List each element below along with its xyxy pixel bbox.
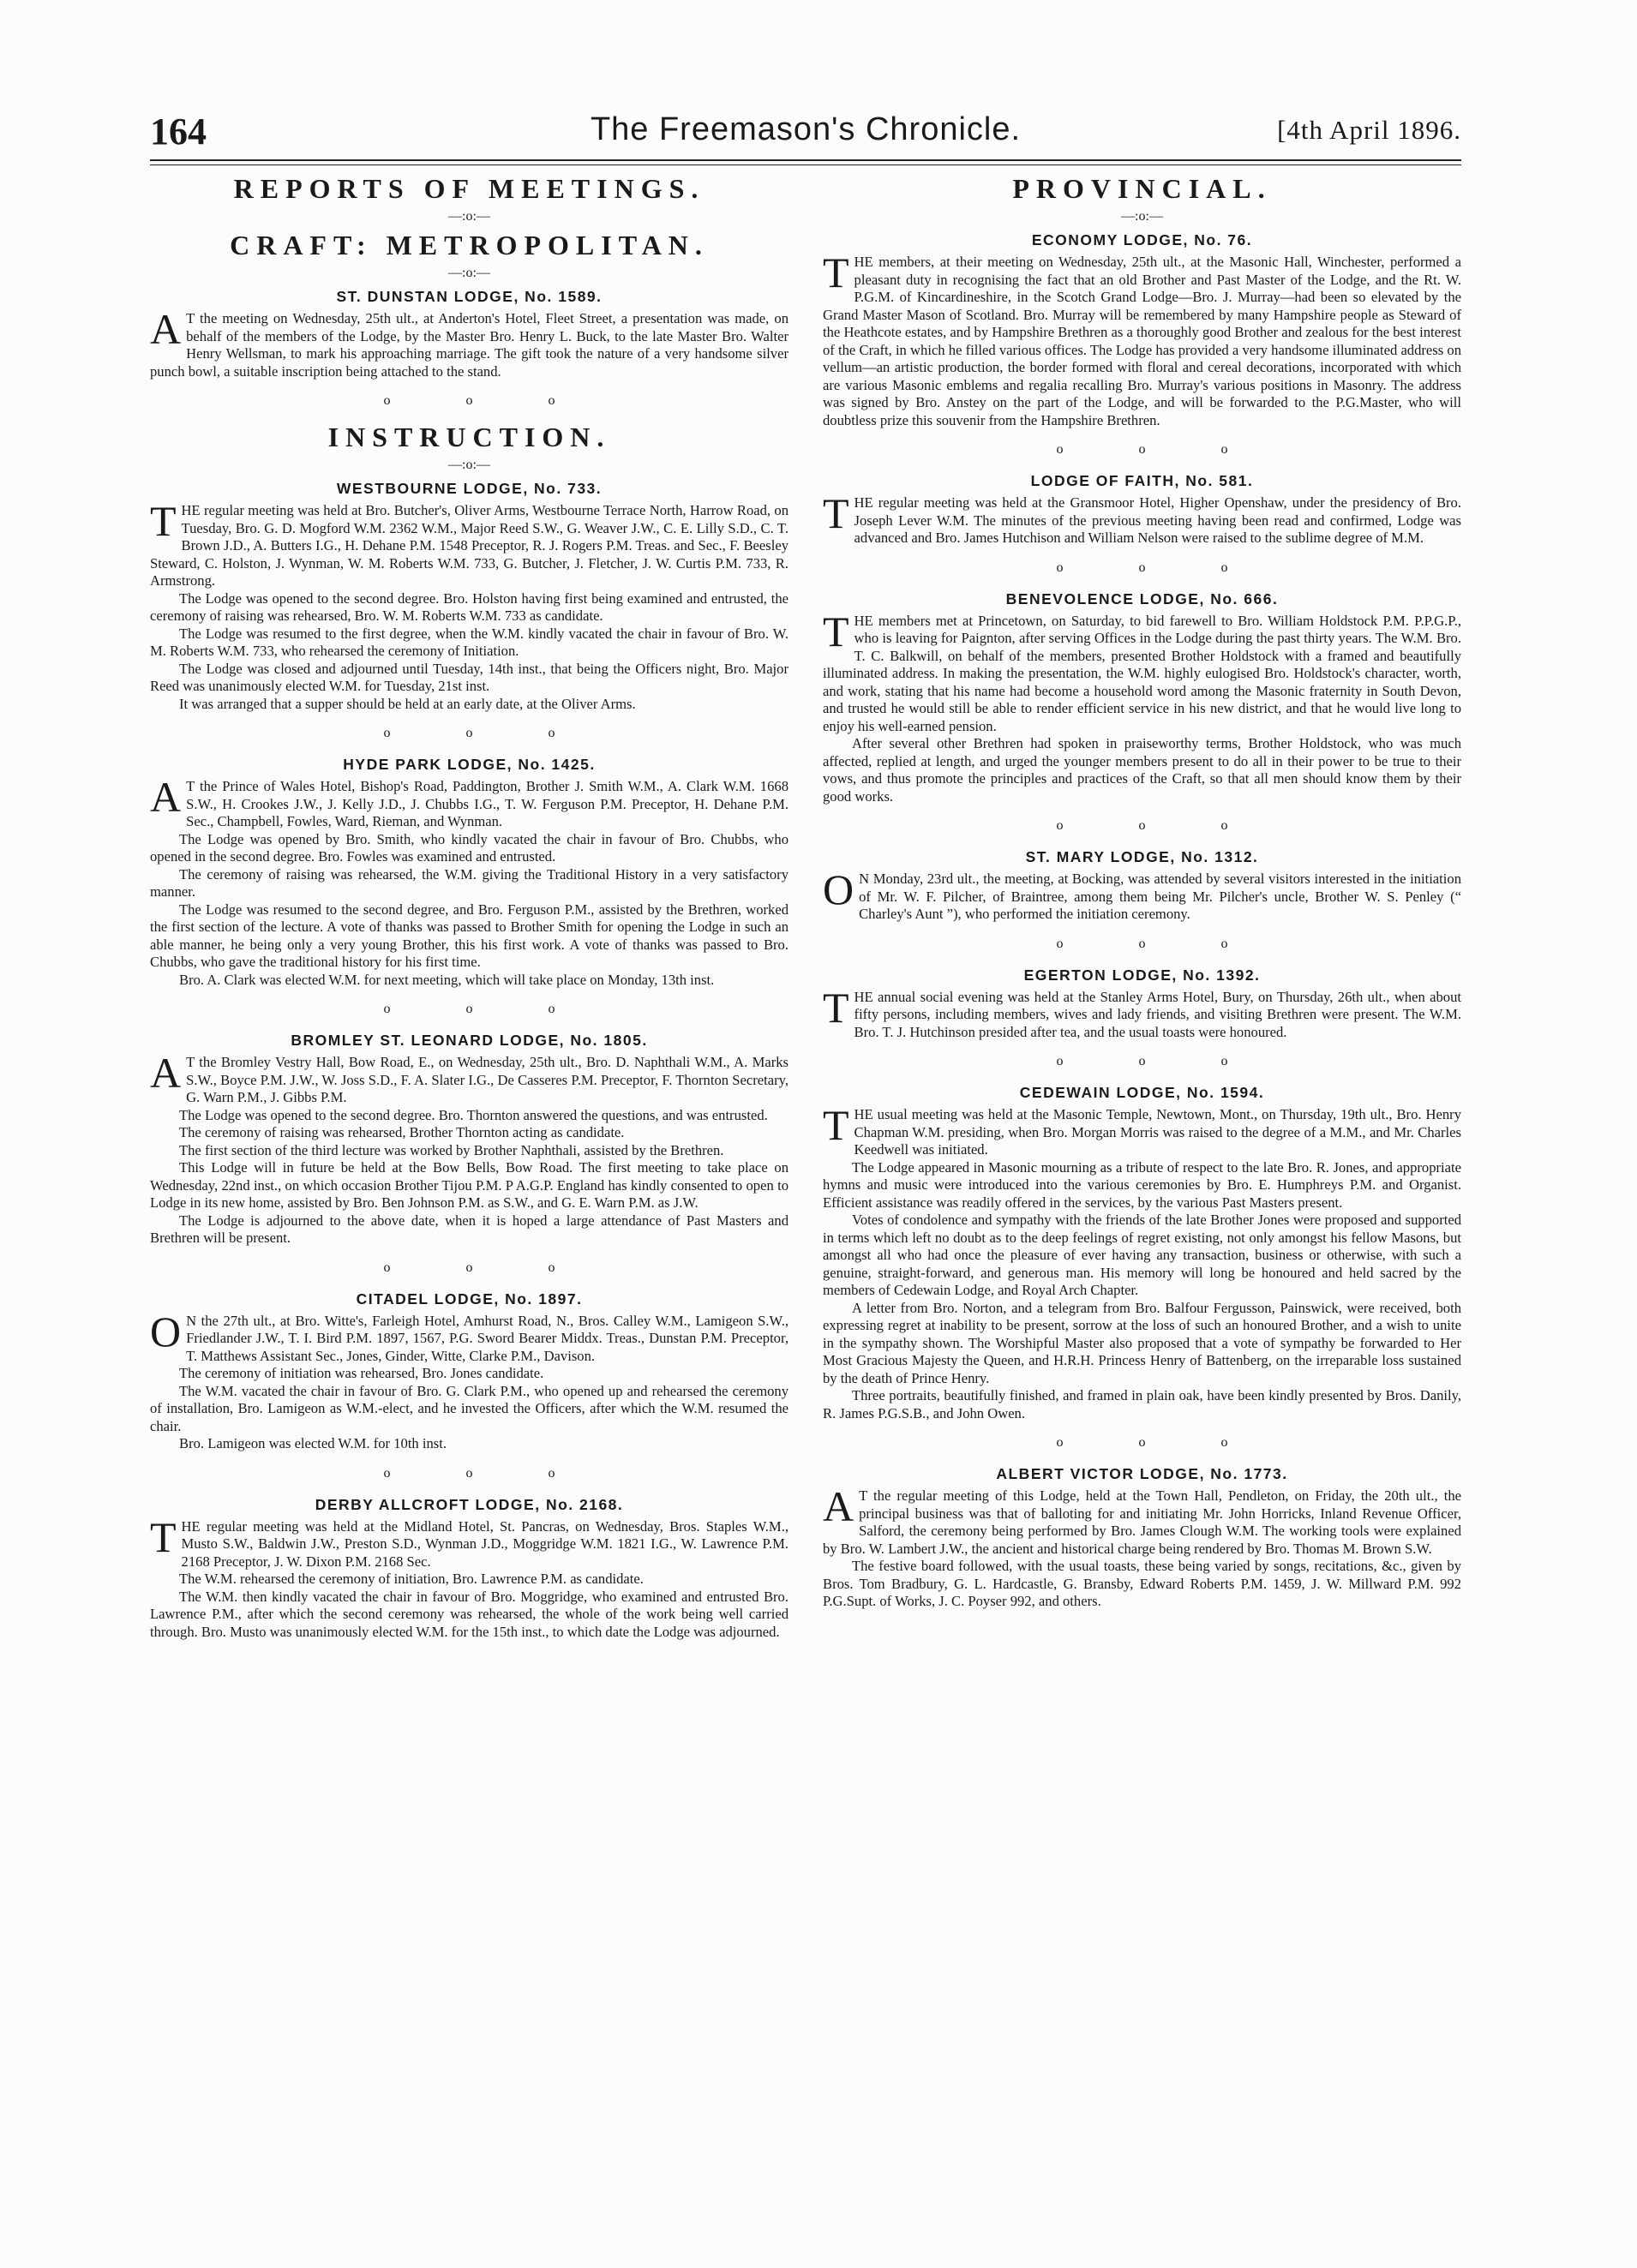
article-paragraph bbox=[823, 1101, 1461, 1159]
article-faith bbox=[823, 469, 1461, 548]
article-benevolence bbox=[823, 587, 1461, 806]
separator: —:o:— bbox=[1121, 209, 1163, 224]
article-paragraph: The Lodge was opened to the second degree. Bro. Holston having first being examined and entrusted, the ceremony of raising was rehearsed, Bro. W. M. Roberts W.M. 733 as candidate. bbox=[150, 589, 789, 624]
article-paragraph: The W.M. vacated the chair in favour of Bro. G. Clark P.M., who opened up and rehearsed the ceremony of installation, Bro. Lamigeon as W.M.-elect, and he invested the Officers, after which the W.M. resumed the chair. bbox=[150, 1382, 789, 1434]
lodge-title: ST. MARY LODGE, No. 1312. bbox=[1025, 848, 1259, 865]
article-paragraph: The first section of the third lecture was worked by Brother Naphthali, assisted by the Brethren. bbox=[179, 1141, 724, 1158]
drop-cap: T bbox=[150, 497, 177, 545]
article-paragraph: The Lodge was closed and adjourned until Tuesday, 14th inst., that being the Officers night, Bro. Major Reed was unanimously elected W.M. for Tuesday, 21st inst. bbox=[150, 660, 789, 694]
paragraph-text: T the meeting on Wednesday, 25th ult., at Anderton's Hotel, Fleet Street, a presentation was made, on behalf of the members of the Lodge, by the Master Bro. Henry L. Buck, to the late Master Bro. Walter Henry Wellsman, to mark his approaching marriage. The gift took the nature of a very handsome silver punch bowl, a suitable inscription being attached to the stand. bbox=[150, 310, 789, 380]
drop-cap: A bbox=[150, 773, 182, 821]
lodge-title: DERBY ALLCROFT LODGE, No. 2168. bbox=[315, 1495, 624, 1513]
paragraph-text: T the Prince of Wales Hotel, Bishop's Road, Paddington, Brother J. Smith W.M., A. Clark W.M. 1668 S.W., H. Crookes J.W., J. Kelly J.D., J. Chubbs I.G., T. W. Ferguson P.M. Preceptor, H. Dehane P.M. Sec., Champbell, Fowles, Ward, Rieman, and Wynman. bbox=[186, 778, 789, 829]
article-paragraph: Votes of condolence and sympathy with the friends of the late Brother Jones were proposed and supported in terms which left no doubt as to the deep feelings of regret existing, not only amongst his fellow Masons, but amongst all who had once the pleasure of ever having any transaction, business or otherwise, with such a genuine, straight-forward, and generous man. His memory will long be honoured and held sacred by the members of Cedewain Lodge, and Royal Arch Chapter. bbox=[823, 1212, 1461, 1298]
lodge-title: WESTBOURNE LODGE, No. 733. bbox=[336, 480, 603, 497]
paragraph-text: N Monday, 23rd ult., the meeting, at Bocking, was attended by several visitors interested in the initiation of Mr. W. F. Pilcher, of Braintree, among them being Mr. Pilcher's uncle, Brother W. S. Penley (“ Charley's Aunt ”), who performed the initiation ceremony. bbox=[859, 871, 1461, 922]
ooo-separator: o o o bbox=[1056, 560, 1264, 575]
lodge-title: HYDE PARK LODGE, No. 1425. bbox=[343, 756, 596, 773]
ooo-separator: o o o bbox=[383, 393, 591, 408]
paragraph-text: HE usual meeting was held at the Masonic Temple, Newtown, Mont., on Thursday, 19th ult., Bro. Henry Chapman W.M. presiding, when Bro. Morgan Morris was raised to the degree of a M.M., and Mr. Charles Keedwell was initiated. bbox=[854, 1106, 1461, 1158]
separator: —:o:— bbox=[448, 458, 490, 472]
lodge-title: EGERTON LODGE, No. 1392. bbox=[1023, 966, 1261, 984]
drop-cap: O bbox=[823, 865, 854, 913]
article-paragraph: The ceremony of raising was rehearsed, the W.M. giving the Traditional History in a very satisfactory manner. bbox=[150, 865, 789, 900]
article-paragraph bbox=[823, 248, 1461, 429]
article-paragraph bbox=[150, 1307, 789, 1366]
lodge-title: ECONOMY LODGE, No. 76. bbox=[1031, 231, 1253, 248]
paragraph-text: HE regular meeting was held at Bro. Butcher's, Oliver Arms, Westbourne Terrace North, Harrow Road, on Tuesday, Bro. G. D. Mogford W.M. 2362 W.M., Major Reed S.W., G. Weaver J.W., C. E. Lilly S.D., C. T. Brown J.D., A. Butters I.G., H. Dehane P.M. 1548 Preceptor, R. J. Rogers P.M. Treas. and Sec., F. Beesley Steward, C. Holston, J. Wynman, W. M. Roberts W.M. 733, G. Butcher, J. Fletcher, J. W. Curtis P.M. 733, R. Armstrong. bbox=[150, 502, 789, 589]
drop-cap: O bbox=[150, 1307, 182, 1355]
article-paragraph: The Lodge was opened by Bro. Smith, who kindly vacated the chair in favour of Bro. Chubbs, who opened in the second degree. Bro. Fowles was examined and entrusted. bbox=[150, 830, 789, 865]
article-cedewain bbox=[823, 1080, 1461, 1422]
article-westbourne bbox=[150, 476, 789, 713]
page-number: 164 bbox=[150, 111, 207, 153]
article-paragraph: The Lodge was opened to the second degree. Bro. Thornton answered the questions, and was entrusted. bbox=[179, 1106, 768, 1123]
article-paragraph bbox=[150, 497, 789, 590]
lodge-title: ST. DUNSTAN LODGE, No. 1589. bbox=[336, 288, 603, 305]
header-rule bbox=[150, 159, 1461, 161]
article-paragraph: The ceremony of raising was rehearsed, Brother Thornton acting as candidate. bbox=[179, 1124, 625, 1140]
article-paragraph: A letter from Bro. Norton, and a telegram from Bro. Balfour Fergusson, Painswick, were received, both expressing regret at inability to be present, sorrow at the loss of such an honoured Brother, and a wish to unite in the sympathy shown. The Worshipful Master also proposed that a vote of sympathy be forwarded to Her Most Gracious Majesty the Queen, and H.R.H. Princess Henry of Battenberg, on the irreparable loss sustained by the death of Prince Henry. bbox=[823, 1299, 1461, 1386]
ooo-separator: o o o bbox=[383, 1260, 591, 1275]
paragraph-text: HE regular meeting was held at the Midland Hotel, St. Pancras, on Wednesday, Bros. Staples W.M., Musto S.W., Baldwin J.W., Preston S.D., Wynman J.D., Moggridge W.M. 1821 I.G., W. Lawrence P.M. 2168 Preceptor, J. W. Dixon P.M. 2168 Sec. bbox=[181, 1517, 789, 1570]
article-paragraph: The Lodge appeared in Masonic mourning as a tribute of respect to the late Bro. R. Jones, and appropriate hymns and music were introduced into the various ceremonies by Bro. E. Humphreys P.M. and Organist. Efficient assistance was readily offered in the services, by the various Past Masters present. bbox=[823, 1158, 1461, 1211]
drop-cap: T bbox=[823, 607, 849, 655]
article-paragraph: This Lodge will in future be held at the Bow Bells, Bow Road. The first meeting to take place on Wednesday, 22nd inst., on which occasion Brother Tijou P.M. P A.G.P. England has kindly consented to open to Lodge in its new home, assisted by Bro. Ben Johnson P.M. as S.W., and G. E. Warn P.M. as J.W. bbox=[150, 1159, 789, 1211]
lodge-title: BROMLEY ST. LEONARD LODGE, No. 1805. bbox=[291, 1032, 648, 1049]
article-paragraph bbox=[150, 1049, 789, 1107]
article-paragraph bbox=[823, 983, 1461, 1042]
ooo-separator: o o o bbox=[1056, 936, 1264, 951]
drop-cap: T bbox=[823, 983, 849, 1032]
drop-cap: T bbox=[823, 1101, 849, 1149]
article-paragraph: After several other Brethren had spoken in praiseworthy terms, Brother Holdstock, who was much affected, replied at length, and urged the younger members present to do all in their power to be true to their vows, and thus promote the principles and practices of the Craft, so that all men should know them by their good works. bbox=[823, 735, 1461, 805]
ooo-separator: o o o bbox=[1056, 1054, 1264, 1068]
article-paragraph bbox=[823, 489, 1461, 548]
drop-cap: A bbox=[150, 1049, 182, 1097]
article-paragraph: The festive board followed, with the usual toasts, these being varied by songs, recitations, &c., given by Bros. Tom Bradbury, G. L. Hardcastle, G. Bransby, Edward Roberts P.M. 1459, J. W. Millward P.M. 992 P.G.Supt. of Works, J. C. Poyser 992, and others. bbox=[823, 1558, 1461, 1609]
article-paragraph bbox=[823, 865, 1461, 924]
ooo-separator: o o o bbox=[1056, 442, 1264, 457]
article-paragraph bbox=[150, 1512, 789, 1571]
separator: —:o:— bbox=[448, 209, 490, 224]
article-hyde-park bbox=[150, 752, 789, 989]
drop-cap: T bbox=[150, 1512, 177, 1561]
article-paragraph: The Lodge is adjourned to the above date, when it is hoped a large attendance of Past Masters and Brethren will be present. bbox=[150, 1212, 789, 1246]
article-paragraph: Bro. A. Clark was elected W.M. for next meeting, which will take place on Monday, 13th inst. bbox=[179, 971, 715, 988]
separator: —:o:— bbox=[448, 266, 490, 280]
ooo-separator: o o o bbox=[383, 1465, 591, 1481]
article-egerton bbox=[823, 963, 1461, 1042]
left-column bbox=[150, 171, 789, 1641]
instruction-heading: INSTRUCTION. bbox=[327, 422, 611, 452]
drop-cap: T bbox=[823, 248, 849, 296]
provincial-heading: PROVINCIAL. bbox=[1012, 173, 1272, 204]
paragraph-text: HE regular meeting was held at the Gransmoor Hotel, Higher Openshaw, under the presidency of Bro. Joseph Lever W.M. The minutes of the previous meeting having been read and confirmed, Lodge was advanced and Bro. James Hutchison and William Nelson were raised to the sublime degree of M.M. bbox=[854, 494, 1461, 546]
paragraph-text: HE members met at Princetown, on Saturday, to bid farewell to Bro. William Holdstock P.M. P.P.G.P., who is leaving for Paignton, after serving Offices in the Lodge during the past thirty years. The W.M. Bro. T. C. Balkwill, on behalf of the members, presented Brother Holdstock with a framed and beautifully illuminated address. In making the presentation, the W.M. highly eulogised Bro. Holdstock's character, worth, and work, stating that his name had become a household word among the Masonic fraternity in South Devon, and trusted he would still be able to render efficient service in his new district, and that he would live long to enjoy his well-earned pension. bbox=[823, 612, 1461, 734]
article-paragraph: Three portraits, beautifully finished, and framed in plain oak, have been kindly presented by Bros. Danily, R. James P.G.S.B., and John Owen. bbox=[823, 1387, 1461, 1421]
article-citadel bbox=[150, 1287, 789, 1453]
ooo-separator: o o o bbox=[383, 1002, 591, 1016]
article-paragraph: The W.M. then kindly vacated the chair in favour of Bro. Moggridge, who examined and entrusted Bro. Lawrence P.M., after which the second ceremony was rehearsed, the whole of the work being well carried through. Bro. Musto was unanimously elected W.M. for the 15th inst., to which date the Lodge was adjourned. bbox=[150, 1588, 789, 1640]
article-paragraph: The Lodge was resumed to the second degree, and Bro. Ferguson P.M., assisted by the Brethren, worked the first section of the lecture. A vote of thanks was passed to Brother Smith for opening the Lodge in such an able manner, he being only a very young Brother, this his first work. A vote of thanks was passed to Bro. Chubbs, who gave the traditional history for his first time. bbox=[150, 901, 789, 970]
paragraph-text: N the 27th ult., at Bro. Witte's, Farleigh Hotel, Amhurst Road, N., Bros. Calley W.M., Lamigeon S.W., Friedlander J.W., T. I. Bird P.M. 1897, 1567, P.G. Sword Bearer Middx. Treas., Dunstan P.M. Preceptor, T. Matthews Assistant Sec., Jones, Ginder, Witte, Clarke P.M., Davison. bbox=[186, 1312, 789, 1364]
craft-heading: CRAFT: METROPOLITAN. bbox=[230, 230, 709, 260]
lodge-title: LODGE OF FAITH, No. 581. bbox=[1030, 472, 1254, 489]
article-paragraph: Bro. Lamigeon was elected W.M. for 10th inst. bbox=[179, 1435, 447, 1451]
article-paragraph: The ceremony of initiation was rehearsed, Bro. Jones candidate. bbox=[179, 1365, 544, 1381]
ooo-separator: o o o bbox=[1056, 1435, 1264, 1450]
ooo-separator: o o o bbox=[383, 726, 591, 740]
lodge-title: CEDEWAIN LODGE, No. 1594. bbox=[1019, 1084, 1265, 1101]
article-st-dunstan bbox=[150, 284, 789, 380]
lodge-title: ALBERT VICTOR LODGE, No. 1773. bbox=[996, 1465, 1288, 1482]
article-paragraph bbox=[823, 607, 1461, 736]
article-paragraph bbox=[150, 773, 789, 831]
ooo-separator: o o o bbox=[1056, 818, 1264, 833]
article-st-mary bbox=[823, 845, 1461, 924]
article-paragraph: It was arranged that a supper should be held at an early date, at the Oliver Arms. bbox=[179, 695, 636, 712]
article-paragraph: The Lodge was resumed to the first degree, when the W.M. kindly vacated the chair in favour of Bro. W. M. Roberts W.M. 733, who rehearsed the ceremony of Initiation. bbox=[150, 625, 789, 659]
reports-heading: REPORTS OF MEETINGS. bbox=[233, 173, 705, 204]
paragraph-text: T the regular meeting of this Lodge, held at the Town Hall, Pendleton, on Friday, the 20th ult., the principal business was that of balloting for and initiating Mr. John Horricks, Inland Revenue Officer, Salford, the ceremony being performed by Bro. James Clough W.M. The working tools were explained by Bro. W. Lambert J.W., the ancient and historical charge being rendered by Bro. Thomas M. Brown S.W. bbox=[823, 1487, 1461, 1557]
article-paragraph bbox=[150, 305, 789, 380]
article-albert-victor bbox=[823, 1462, 1461, 1611]
article-economy bbox=[823, 228, 1461, 429]
publication-title: The Freemason's Chronicle. bbox=[590, 111, 1022, 147]
paragraph-text: T the Bromley Vestry Hall, Bow Road, E., on Wednesday, 25th ult., Bro. D. Naphthali W.M., A. Marks S.W., Boyce P.M. J.W., W. Joss S.D., F. A. Slater I.G., De Casseres P.M. Preceptor, F. Thornton Secretary, G. Warn P.M., J. Gibbs P.M. bbox=[186, 1054, 789, 1105]
lodge-title: CITADEL LODGE, No. 1897. bbox=[356, 1290, 583, 1308]
paragraph-text: HE annual social evening was held at the Stanley Arms Hotel, Bury, on Thursday, 26th ult., when about fifty persons, including members, wives and lady friends, and visiting Brethren were present. The W.M. Bro. T. J. Hutchinson presided after tea, and the usual toasts were honoured. bbox=[854, 988, 1461, 1040]
drop-cap: T bbox=[823, 489, 849, 537]
right-column bbox=[823, 171, 1461, 1611]
drop-cap: A bbox=[823, 1482, 854, 1530]
lodge-title: BENEVOLENCE LODGE, No. 666. bbox=[1005, 589, 1279, 607]
drop-cap: A bbox=[150, 305, 182, 353]
page-header bbox=[150, 110, 1461, 158]
article-paragraph bbox=[823, 1482, 1461, 1558]
issue-date: [4th April 1896. bbox=[1277, 115, 1461, 145]
article-bromley bbox=[150, 1028, 789, 1248]
article-derby-allcroft bbox=[150, 1493, 789, 1642]
article-paragraph: The W.M. rehearsed the ceremony of initiation, Bro. Lawrence P.M. as candidate. bbox=[179, 1571, 644, 1587]
paragraph-text: HE members, at their meeting on Wednesday, 25th ult., at the Masonic Hall, Winchester, performed a pleasant duty in recognising the fact that an old Brother and Past Master of the Lodge, and the Rt. W. P.G.M. of Kincardineshire, in the Scotch Grand Lodge—Bro. J. Murray—had been so elevated by the Grand Master Mason of Scotland. Bro. Murray will be remembered by many Hampshire people as Steward of the Heathcote estates, and by Hampshire Brethren as a thoroughly good Brother and zealous for the best interest of the Craft, in which he filled various offices. The Lodge has provided a very handsome illuminated address on vellum—an artistic production, the border formed with floral and cereal decorations, incorporated with which are various Masonic emblems and regalia recalling Bro. Murray's various positions in Masonry. The address was signed by Bro. Anstey on the part of the Lodge, and will be forwarded to the P.G.Master, who will doubtless prize this souvenir from the Hampshire Brethren. bbox=[823, 254, 1461, 428]
